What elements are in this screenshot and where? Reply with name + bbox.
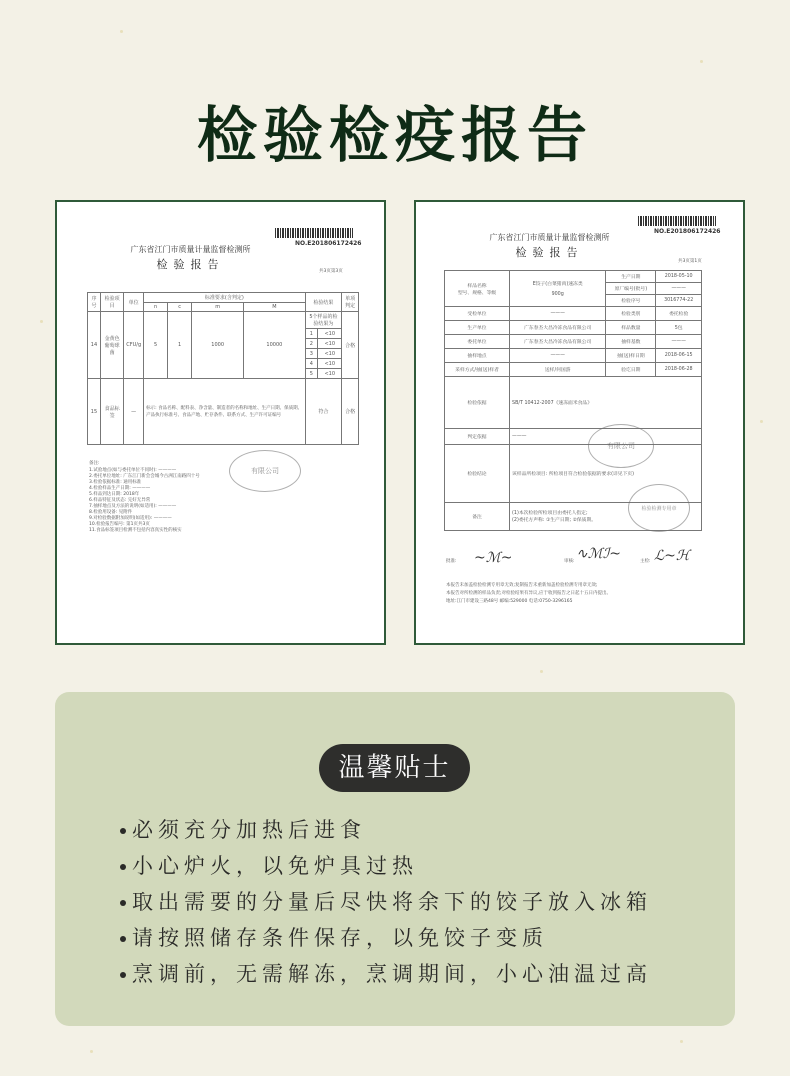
field-value: 2018-05-10 bbox=[656, 271, 702, 283]
bullet-icon bbox=[120, 900, 126, 906]
background-speck bbox=[700, 60, 703, 63]
field-label: 样品数量 bbox=[606, 321, 656, 335]
tip-item: 必须充分加热后进食 bbox=[120, 812, 652, 848]
result-index: 5 bbox=[305, 369, 318, 379]
remark-value: (1)本次检验所检项目由委托人指定; (2)委托方声称: ①生产日期; ②保质期。 bbox=[510, 503, 702, 531]
field-value: E饺子(白菜猪肉)速冻类 900g bbox=[510, 271, 606, 307]
field-value: 2018-06-28 bbox=[656, 363, 702, 377]
row-M: 10000 bbox=[244, 312, 305, 379]
bullet-icon bbox=[120, 828, 126, 834]
field-value: ——— bbox=[656, 283, 702, 295]
conclusion-label: 检验结论 bbox=[445, 445, 510, 503]
note-line: 6.样品特征及状态: 完好无异常 bbox=[89, 498, 151, 503]
field-label: 验讫日期 bbox=[606, 363, 656, 377]
notes-heading: 备注: bbox=[89, 461, 100, 466]
field-value: 2018-06-15 bbox=[656, 349, 702, 363]
note-line: 2.委托单位地址: 广东江门新会会城今古洲江南路四十号 bbox=[89, 474, 200, 479]
field-value: ——— bbox=[656, 335, 702, 349]
tip-item: 取出需要的分量后尽快将余下的饺子放入冰箱 bbox=[120, 884, 652, 920]
conclusion-value: 该样品所检项目: 所检项目符合检验依据的要求(详见下页) bbox=[510, 445, 702, 503]
field-value: 3016774-22 bbox=[656, 295, 702, 307]
result-value: <10 bbox=[318, 339, 342, 349]
row-c: 1 bbox=[168, 312, 192, 379]
note-line: 3.检验依据标准: 通用标准 bbox=[89, 480, 142, 485]
remark-label: 备注 bbox=[445, 503, 510, 531]
stamp-text: 有限公司 bbox=[607, 442, 635, 450]
checker-signature: ℒ~ℋ bbox=[654, 548, 690, 564]
result-value: <10 bbox=[318, 369, 342, 379]
sub-header: c bbox=[168, 303, 192, 312]
row-no: 14 bbox=[88, 312, 101, 379]
basis-label: 检验依据 bbox=[445, 377, 510, 429]
stamp-text: 有限公司 bbox=[251, 467, 279, 475]
col-header: 检验项目 bbox=[100, 293, 123, 312]
note-line: 7.抽样地点及方法的说明(如适用): ———— bbox=[89, 504, 177, 509]
report-title: 检验报告 bbox=[515, 246, 584, 259]
tips-list bbox=[120, 812, 652, 992]
report-title: 检验报告 bbox=[156, 258, 225, 271]
row-item: 食品标签 bbox=[100, 379, 123, 445]
report-org-name: 广东省江门市质量计量监督检测所 bbox=[130, 245, 251, 254]
result-value: <10 bbox=[318, 329, 342, 339]
col-header: 单项判定 bbox=[342, 293, 359, 312]
report-doc-no: NO.E2018061724​26 bbox=[295, 240, 362, 247]
inspection-results-table bbox=[87, 292, 359, 445]
background-speck bbox=[760, 420, 763, 423]
footer-line: 本报告对所检测的样品负责;对检验结果有异议,应于收到报告之日起十五日内提出。 bbox=[446, 591, 611, 596]
page-note: 共3页第1页 bbox=[678, 259, 702, 264]
col-header: 单位 bbox=[124, 293, 144, 312]
row-unit: CFU/g bbox=[124, 312, 144, 379]
basis-value: SB/T 10412-2007《速冻面米食品》 bbox=[510, 377, 702, 429]
tip-item: 小心炉火，以免炉具过热 bbox=[120, 848, 652, 884]
row-item: 金黄色葡萄球菌 bbox=[100, 312, 123, 379]
col-header: 序号 bbox=[88, 293, 101, 312]
note-line: 10.检验报告编号: 第1页共3页 bbox=[89, 522, 150, 527]
sub-header: n bbox=[144, 303, 168, 312]
field-value: 5包 bbox=[656, 321, 702, 335]
field-label: 受检单位 bbox=[445, 307, 510, 321]
reviewer-signature: ∿ℳℐ~ bbox=[576, 546, 622, 562]
tip-item: 烹调前，无需解冻，烹调期间，小心油温过高 bbox=[120, 956, 652, 992]
field-label: 采样方式/抽(送)样者 bbox=[445, 363, 510, 377]
barcode bbox=[275, 228, 353, 238]
row-unit: — bbox=[124, 379, 144, 445]
background-speck bbox=[540, 670, 543, 673]
report-org-name: 广东省江门市质量计量监督检测所 bbox=[489, 233, 610, 242]
background-speck bbox=[40, 320, 43, 323]
row-no: 15 bbox=[88, 379, 101, 445]
sub-header: M bbox=[244, 303, 305, 312]
note-line: 4.检验样品生产日期: ———— bbox=[89, 486, 151, 491]
seal-text: 检验检测专用章 bbox=[641, 505, 677, 512]
footer-line: 本报告未加盖检验检测专用章无效;复制报告未重新加盖检验检测专用章无效; bbox=[446, 583, 598, 588]
result-value: <10 bbox=[318, 349, 342, 359]
row-n: 5 bbox=[144, 312, 168, 379]
inspection-report-page-3 bbox=[55, 200, 386, 645]
field-label: 原厂编号(批号) bbox=[606, 283, 656, 295]
report-doc-no: NO.E2018061724​26 bbox=[654, 228, 721, 235]
field-value: 广东春杰大昌冷冻食品有限公司 bbox=[510, 335, 606, 349]
tip-item: 请按照储存条件保存，以免饺子变质 bbox=[120, 920, 652, 956]
bullet-icon bbox=[120, 864, 126, 870]
field-value: 广东春杰大昌冷冻食品有限公司 bbox=[510, 321, 606, 335]
field-value: 委托检验 bbox=[656, 307, 702, 321]
row-result: 符合 bbox=[305, 379, 342, 445]
judge-value: ——— bbox=[510, 429, 702, 445]
field-label: 检验类别 bbox=[606, 307, 656, 321]
footer-line: 地址:江门市建设三路48号 邮编:529000 电话:0750-3296165 bbox=[446, 599, 573, 604]
note-line: 5.样品到达日期: 2018年 bbox=[89, 492, 140, 497]
background-speck bbox=[120, 30, 123, 33]
background-speck bbox=[680, 1040, 683, 1043]
field-label: 抽样地点 bbox=[445, 349, 510, 363]
row-judge: 合格 bbox=[342, 312, 359, 379]
inspection-seal bbox=[628, 484, 690, 532]
col-header: 标准要求(含判定) bbox=[144, 293, 305, 303]
sub-header: m bbox=[192, 303, 244, 312]
note-line: 11.食品标签项目检测不包括内容真实性的核实 bbox=[89, 528, 182, 533]
result-index: 4 bbox=[305, 359, 318, 369]
checker-label: 主检: bbox=[640, 559, 651, 564]
result-index: 3 bbox=[305, 349, 318, 359]
note-line: 8.检验用设备: 见附件 bbox=[89, 510, 133, 515]
field-label: 抽(送)样日期 bbox=[606, 349, 656, 363]
background-speck bbox=[90, 1050, 93, 1053]
company-stamp bbox=[229, 450, 301, 492]
field-value: ——— bbox=[510, 307, 606, 321]
result-index: 2 bbox=[305, 339, 318, 349]
reviewer-label: 审核: bbox=[564, 559, 575, 564]
page-note: 共3页第3页 bbox=[319, 269, 343, 274]
inspection-report-page-1 bbox=[414, 200, 745, 645]
note-line: 9.对检验数据附加说明(如适用): ———— bbox=[89, 516, 172, 521]
result-index: 1 bbox=[305, 329, 318, 339]
row-requirement: 标示: 食品名称、配料表、净含量、制造者的名称和地址、生产日期、保质期、产品执行标准号、食品产地、贮存条件、联系方式、生产许可证编号 bbox=[144, 379, 305, 445]
field-label: 抽样基数 bbox=[606, 335, 656, 349]
company-stamp bbox=[588, 424, 654, 468]
approver-label: 批准: bbox=[446, 559, 457, 564]
field-label: 检验序号 bbox=[606, 295, 656, 307]
tips-badge: 温馨贴士 bbox=[319, 744, 470, 792]
approver-signature: ~ℳ~ bbox=[474, 550, 513, 566]
result-value: <10 bbox=[318, 359, 342, 369]
bullet-icon bbox=[120, 972, 126, 978]
field-label: 生产单位 bbox=[445, 321, 510, 335]
field-value: ——— bbox=[510, 349, 606, 363]
row-m: 1000 bbox=[192, 312, 244, 379]
col-header: 检验结果 bbox=[305, 293, 342, 312]
bullet-icon bbox=[120, 936, 126, 942]
field-label: 样品名称 型号、规格、等级 bbox=[445, 271, 510, 307]
barcode bbox=[638, 216, 716, 226]
row-judge: 合格 bbox=[342, 379, 359, 445]
judge-label: 判定依据 bbox=[445, 429, 510, 445]
result-label: 5个样品的检验结果为 bbox=[305, 312, 342, 329]
field-label: 生产日期 bbox=[606, 271, 656, 283]
field-label: 委托单位 bbox=[445, 335, 510, 349]
note-line: 1.试验地点(如与委托单位不同时): ———— bbox=[89, 468, 177, 473]
field-value: 送样/何国游 bbox=[510, 363, 606, 377]
page-title: 检验检疫报告 bbox=[197, 101, 593, 171]
